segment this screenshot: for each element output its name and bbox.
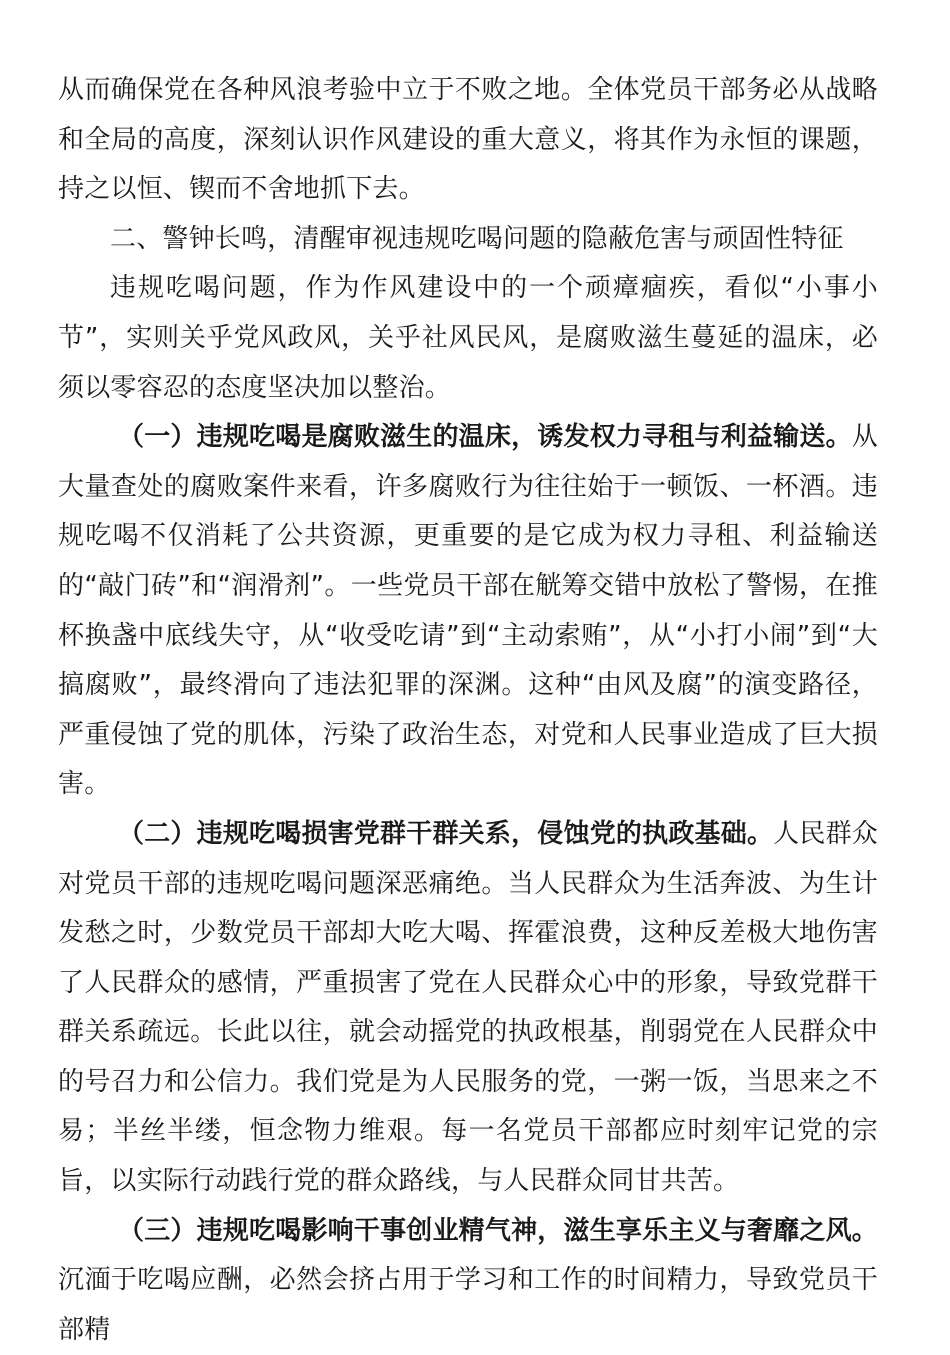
section-intro-paragraph [58,264,878,413]
subsection-2-paragraph [58,810,878,1207]
subsection-1-paragraph [58,413,878,810]
subsection-2-title: （二）违规吃喝损害党群干群关系，侵蚀党的执政基础。 [118,818,774,849]
subsection-3-title: （三）违规吃喝影响干事创业精气神，滋生享乐主义与奢靡之风。 [118,1215,878,1246]
paragraph-text: 从而确保党在各种风浪考验中立于不败之地。全体党员干部务必从战略和全局的高度，深刻认识作风建设的重大意义，将其作为永恒的课题，持之以恒、锲而不舍地抓下去。 [58,75,878,205]
document-body [58,66,878,1355]
subsection-1-body: 从大量查处的腐败案件来看，许多腐败行为往往始于一顿饭、一杯酒。违规吃喝不仅消耗了公共资源，更重要的是它成为权力寻租、利益输送的“敲门砖”和“润滑剂”。一些党员干部在觥筹交错中放松了警惕，在推杯换盏中底线失守，从“收受吃请”到“主动索贿”，从“小打小闹”到“大搞腐败”，最终滑向了违法犯罪的深渊。这种“由风及腐”的演变路径，严重侵蚀了党的肌体，污染了政治生态，对党和人民事业造成了巨大损害。 [58,422,878,800]
paragraph-text: 违规吃喝问题，作为作风建设中的一个顽瘴痼疾，看似“小事小节”，实则关乎党风政风，关乎社风民风，是腐败滋生蔓延的温床，必须以零容忍的态度坚决加以整治。 [58,273,878,403]
subsection-1-title: （一）违规吃喝是腐败滋生的温床，诱发权力寻租与利益输送。 [118,422,852,453]
section-heading-text: 二、警钟长鸣，清醒审视违规吃喝问题的隐蔽危害与顽固性特征 [110,223,844,254]
subsection-2-body: 人民群众对党员干部的违规吃喝问题深恶痛绝。当人民群众为生活奔波、为生计发愁之时，少数党员干部却大吃大喝、挥霍浪费，这种反差极大地伤害了人民群众的感情，严重损害了党在人民群众心中的形象，导致党群干群关系疏远。长此以往，就会动摇党的执政根基，削弱党在人民群众中的号召力和公信力。我们党是为人民服务的党，一粥一饭，当思来之不易；半丝半缕，恒念物力维艰。每一名党员干部都应时刻牢记党的宗旨，以实际行动践行党的群众路线，与人民群众同甘共苦。 [58,818,878,1197]
section-heading-2 [58,215,878,265]
paragraph-continuation [58,66,878,215]
subsection-3-body: 沉湎于吃喝应酬，必然会挤占用于学习和工作的时间精力，导致党员干部精 [58,1265,878,1345]
subsection-3-paragraph [58,1207,878,1355]
